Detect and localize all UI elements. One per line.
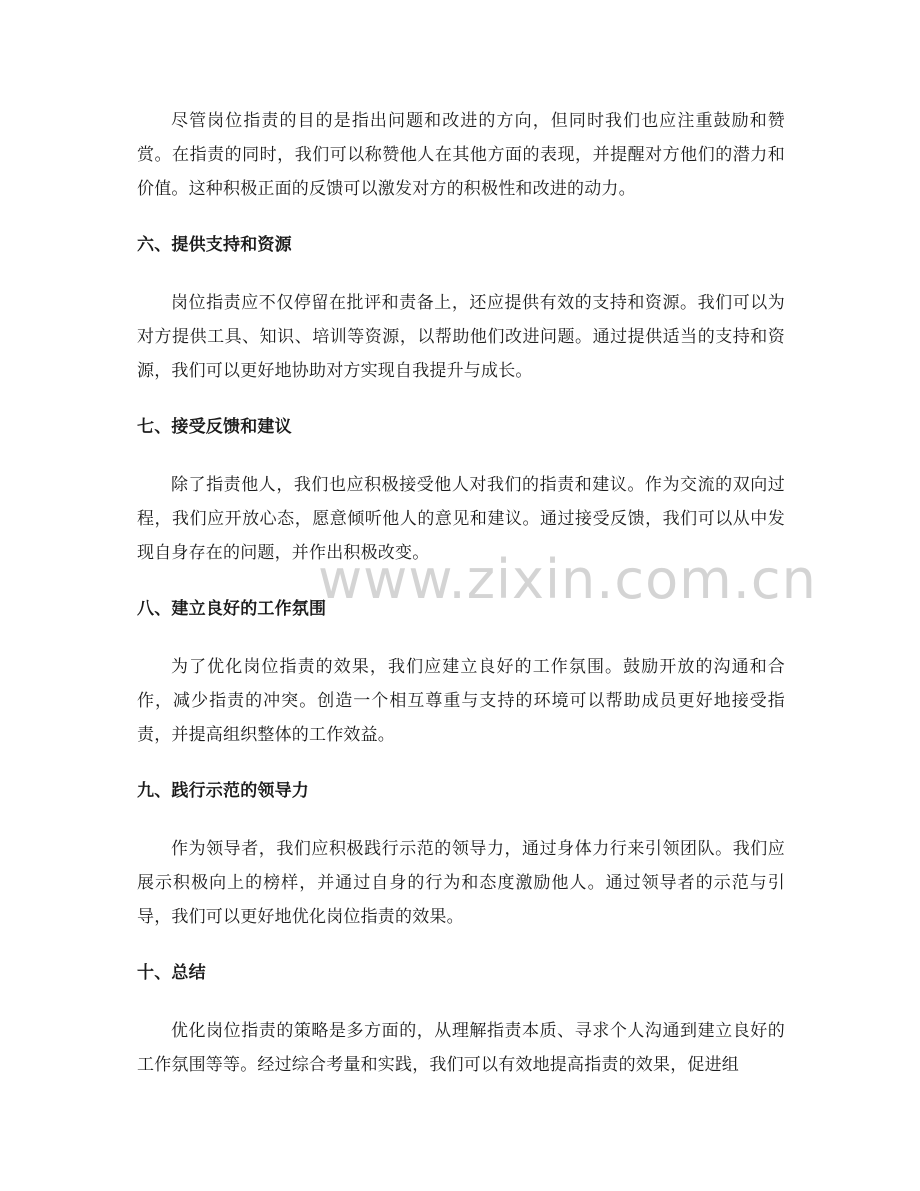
section-body-7: 除了指责他人，我们也应积极接受他人对我们的指责和建议。作为交流的双向过程，我们应开放心态，愿意倾听他人的意见和建议。通过接受反馈，我们可以从中发现自身存在的问题，并作出积极改变。: [137, 475, 785, 563]
watermark: www.zixin.com.cn: [318, 548, 817, 611]
section-heading-10: 十、总结: [137, 963, 206, 983]
section-body-9: 作为领导者，我们应积极践行示范的领导力，通过身体力行来引领团队。我们应展示积极向上的榜样，并通过自身的行为和态度激励他人。通过领导者的示范与引导，我们可以更好地优化岗位指责的效果。: [137, 839, 785, 927]
section-heading-6: 六、提供支持和资源: [137, 235, 292, 255]
document-page: [137, 104, 785, 1082]
section-body-6: 岗位指责应不仅停留在批评和责备上，还应提供有效的支持和资源。我们可以为对方提供工具、知识、培训等资源，以帮助他们改进问题。通过提供适当的支持和资源，我们可以更好地协助对方实现自我提升与成长。: [137, 293, 785, 381]
section-heading-7: 七、接受反馈和建议: [137, 417, 292, 437]
section-body-10: 优化岗位指责的策略是多方面的，从理解指责本质、寻求个人沟通到建立良好的工作氛围等等。经过综合考量和实践，我们可以有效地提高指责的效果，促进组: [137, 1021, 785, 1075]
section-body-8: 为了优化岗位指责的效果，我们应建立良好的工作氛围。鼓励开放的沟通和合作，减少指责的冲突。创造一个相互尊重与支持的环境可以帮助成员更好地接受指责，并提高组织整体的工作效益。: [137, 657, 785, 745]
section-heading-9: 九、践行示范的领导力: [137, 781, 309, 801]
intro-paragraph: 尽管岗位指责的目的是指出问题和改进的方向，但同时我们也应注重鼓励和赞赏。在指责的同时，我们可以称赞他人在其他方面的表现，并提醒对方他们的潜力和价值。这种积极正面的反馈可以激发对方的积极性和改进的动力。: [137, 111, 785, 199]
section-heading-8: 八、建立良好的工作氛围: [137, 599, 327, 619]
